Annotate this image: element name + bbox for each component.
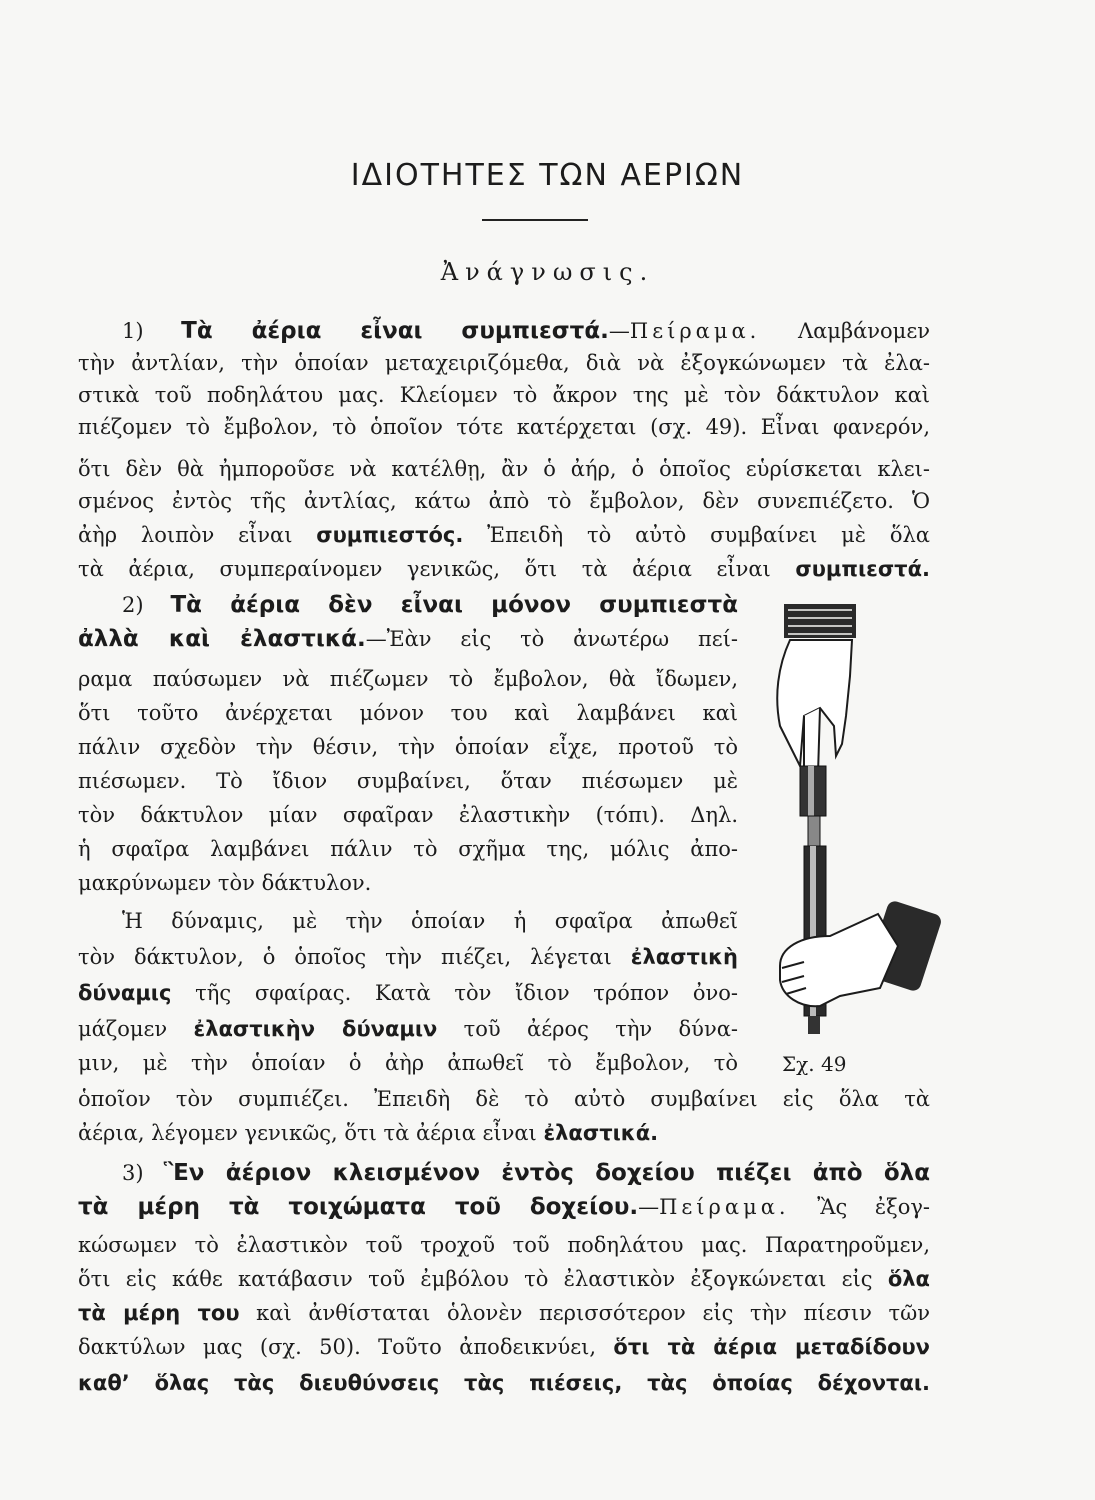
pump-rod xyxy=(808,816,820,846)
bold-term: ὅλα xyxy=(887,1267,930,1291)
section-1-line-8 xyxy=(78,554,930,584)
section-1-line-2: τὴν ἀντλίαν, τὴν ὁποίαν μεταχειριζόμεθα, διὰ νὰ ἐξογκώνωμεν τὰ ἐλα- xyxy=(78,351,930,375)
section-3-line-6 xyxy=(78,1332,930,1362)
line-text: καὶ ἀνθίσταται ὁλονὲν περισσότερον εἰς τὴν πίεσιν τῶν xyxy=(256,1301,930,1325)
section-3-line-2 xyxy=(78,1192,930,1222)
paragraph-3-line-6: ὁποῖον τὸν συμπιέζει. Ἐπειδὴ δὲ τὸ αὐτὸ συμβαίνει εἰς ὅλα τὰ xyxy=(78,1087,930,1111)
section-1-line-3: στικὰ τοῦ ποδηλάτου μας. Κλείομεν τὸ ἄκρον της μὲ τὸν δάκτυλον καὶ xyxy=(78,383,930,407)
section-2-line-6: πιέσωμεν. Τὸ ἴδιον συμβαίνει, ὅταν πιέσωμεν μὲ xyxy=(78,769,738,793)
paragraph-3-line-7 xyxy=(78,1118,930,1148)
section-3-title-2: τὰ μέρη τὰ τοιχώματα τοῦ δοχείου. xyxy=(78,1194,639,1220)
section-3-experiment-label: Πείραμα. xyxy=(659,1195,790,1219)
bold-term: ἐλαστικὴ xyxy=(630,945,738,969)
line-text: τὰ ἀέρια, συμπεραίνομεν γενικῶς, ὅτι τὰ ἀέρια εἶναι xyxy=(78,557,771,581)
bold-term: ὅτι τὰ ἀέρια μεταδίδουν xyxy=(613,1335,930,1359)
section-1-line-1 xyxy=(122,316,930,346)
bold-term: δύναμις xyxy=(78,981,172,1005)
section-2-title-1: Τὰ ἀέρια δὲν εἶναι μόνον συμπιεστὰ xyxy=(170,592,738,618)
bottom-hand xyxy=(780,914,898,1006)
pressing-finger xyxy=(804,708,820,774)
line-text: δακτύλων μας (σχ. 50). Τοῦτο ἀποδεικνύει, xyxy=(78,1335,597,1359)
pump-with-hands-illustration xyxy=(760,596,950,1046)
bold-term: τὰ μέρη του xyxy=(78,1301,240,1325)
paragraph-3-line-1: Ἡ δύναμις, μὲ τὴν ὁποίαν ἡ σφαῖρα ἀπωθεῖ xyxy=(122,909,738,933)
line-text: τοῦ ἀέρος τὴν δύνα- xyxy=(463,1017,738,1041)
section-1-title: Τὰ ἀέρια εἶναι συμπιεστά. xyxy=(181,318,609,344)
section-3-line-7: καθ’ ὅλας τὰς διευθύνσεις τὰς πιέσεις, τὰς ὁποίας δέχονται. xyxy=(78,1371,930,1395)
reading-subtitle: Ἀνάγνωσις. xyxy=(440,258,655,286)
section-3-line-4 xyxy=(78,1264,930,1294)
section-1-text: Λαμβάνομεν xyxy=(797,319,930,343)
section-1-line-7 xyxy=(78,520,930,550)
line-text: —Ἐὰν εἰς τὸ ἀνωτέρω πεί- xyxy=(365,627,739,651)
line-text: μάζομεν xyxy=(78,1017,168,1041)
line-text: ἀέρια, λέγομεν γενικῶς, ὅτι τὰ ἀέρια εἶναι xyxy=(78,1121,537,1145)
paragraph-3-line-4 xyxy=(78,1014,738,1044)
section-3-number: 3) xyxy=(122,1161,144,1185)
line-text: ἀὴρ λοιπὸν εἶναι xyxy=(78,523,293,547)
bold-term: συμπιεστός. xyxy=(316,523,464,547)
section-2-line-9: μακρύνωμεν τὸν δάκτυλον. xyxy=(78,871,372,895)
line-text: τὸν δάκτυλον, ὁ ὁποῖος τὴν πιέζει, λέγεται xyxy=(78,945,612,969)
section-1-experiment-label: Πείραμα. xyxy=(629,319,761,343)
section-2-line-3: ραμα παύσωμεν νὰ πιέζωμεν τὸ ἔμβολον, θὰ ἴδωμεν, xyxy=(78,667,738,691)
title-divider xyxy=(482,219,588,221)
line-text: τῆς σφαίρας. Κατὰ τὸν ἴδιον τρόπον ὀνο- xyxy=(195,981,738,1005)
section-1-line-6: σμένος ἐντὸς τῆς ἀντλίας, κάτω ἀπὸ τὸ ἔμβολον, δὲν συνεπιέζετο. Ὁ xyxy=(78,489,930,513)
section-1-dash: — xyxy=(608,319,630,343)
section-2-title-2: ἀλλὰ καὶ ἐλαστικά. xyxy=(78,626,366,652)
paragraph-3-line-2 xyxy=(78,942,738,972)
section-3-title-1: Ἓν ἀέριον κλεισμένον ἐντὸς δοχείου πιέζει ἀπὸ ὅλα xyxy=(163,1160,930,1186)
section-1-line-4: πιέζομεν τὸ ἔμβολον, τὸ ὁποῖον τότε κατέρχεται (σχ. 49). Εἶναι φανερόν, xyxy=(78,415,930,439)
section-3-line-5 xyxy=(78,1298,930,1328)
nozzle-highlight xyxy=(808,766,814,816)
section-2-number: 2) xyxy=(122,593,144,617)
bold-term: ἐλαστικά. xyxy=(543,1121,659,1145)
section-2-line-7: τὸν δάκτυλον μίαν σφαῖραν ἐλαστικὴν (τόπι). Δηλ. xyxy=(78,803,738,827)
paragraph-3-line-3 xyxy=(78,978,738,1008)
section-1-line-5: ὅτι δὲν θὰ ἠμποροῦσε νὰ κατέλθῃ, ἂν ὁ ἀήρ, ὁ ὁποῖος εὑρίσκεται κλει- xyxy=(78,457,930,481)
line-text: ὅτι εἰς κάθε κατάβασιν τοῦ ἐμβόλου τὸ ἐλαστικὸν ἐξογκώνεται εἰς xyxy=(78,1267,873,1291)
page-title: ΙΔΙΟΤΗΤΕΣ ΤΩΝ ΑΕΡΙΩΝ xyxy=(350,158,745,193)
line-text: Ἂς ἐξογ- xyxy=(817,1195,930,1219)
section-2-line-1 xyxy=(122,590,738,620)
section-3-dash: — xyxy=(638,1195,660,1219)
section-2-line-4: ὅτι τοῦτο ἀνέρχεται μόνον του καὶ λαμβάνει καὶ xyxy=(78,701,738,725)
paragraph-3-line-5: μιν, μὲ τὴν ὁποίαν ὁ ἀὴρ ἀπωθεῖ τὸ ἔμβολον, τὸ xyxy=(78,1051,738,1075)
section-2-line-8: ἡ σφαῖρα λαμβάνει πάλιν τὸ σχῆμα της, μόλις ἀπο- xyxy=(78,837,738,861)
section-2-line-5: πάλιν σχεδὸν τὴν θέσιν, τὴν ὁποίαν εἶχε, προτοῦ τὸ xyxy=(78,735,738,759)
bold-term: ἐλαστικὴν δύναμιν xyxy=(193,1017,438,1041)
top-cuff xyxy=(784,604,856,638)
figure-caption: Σχ. 49 xyxy=(782,1052,847,1076)
line-text: Ἐπειδὴ τὸ αὐτὸ συμβαίνει μὲ ὅλα xyxy=(487,523,930,547)
pump-base xyxy=(808,1016,820,1034)
bold-term: συμπιεστά. xyxy=(795,557,930,581)
section-1-number: 1) xyxy=(122,319,144,343)
section-3-line-1 xyxy=(122,1158,930,1188)
section-2-line-2 xyxy=(78,624,738,654)
section-3-line-3: κώσωμεν τὸ ἐλαστικὸν τοῦ τροχοῦ τοῦ ποδηλάτου μας. Παρατηροῦμεν, xyxy=(78,1233,930,1257)
